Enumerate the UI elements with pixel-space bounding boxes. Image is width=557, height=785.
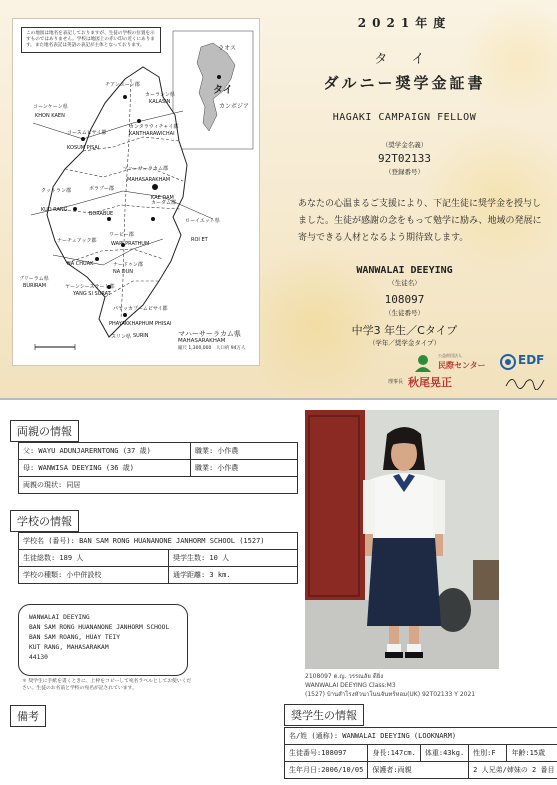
photo-caption-line: WANWALAI DEEYING Class:M3 [305, 682, 396, 689]
address-line: BAN SAM ROANG, HUAY TEIY [29, 634, 120, 641]
father-job-cell: 職業: 小作農 [191, 443, 298, 460]
map-label: ブリーラム県 [19, 276, 49, 282]
parents-table [18, 442, 298, 494]
school-type-cell: 学校の種類: 小中併設校 [19, 567, 169, 584]
certificate-country: タ イ [374, 52, 435, 67]
fellow-name: HAGAKI CAMPAIGN FELLOW [332, 112, 477, 123]
map-label: ナーチュアック郡 [57, 238, 97, 244]
certificate-title: ダルニー奨学金証書 [323, 74, 486, 92]
student-number-label: （生徒番号） [385, 309, 424, 317]
chair-label: 理事長 [388, 379, 404, 385]
map-province-en: MAHASARAKHAM [178, 338, 226, 344]
edf-logo-text: EDF [518, 353, 545, 367]
org-sub: 公益財団法人 [438, 353, 462, 358]
map-label: KALASIN [149, 99, 171, 105]
grade-type-label: （学年／奨学金タイプ） [368, 339, 441, 347]
mother-cell: 母: WANWISA DEEYING (36 歳) [19, 460, 191, 477]
table-row [19, 443, 298, 460]
student-name: WANWALAI DEEYING [356, 265, 453, 276]
map-label: ナードゥン郡 [113, 262, 143, 268]
guardian-cell: 保護者:両親 [368, 762, 469, 779]
table-row [19, 460, 298, 477]
table-row [285, 728, 557, 745]
inset-label-laos: ラオス [218, 45, 236, 52]
map-label: KANTHARAWICHAI [129, 131, 175, 137]
address-line: 44130 [29, 654, 48, 661]
map-label: ローイエット県 [185, 218, 220, 224]
map-label: BURIRAM [23, 283, 47, 289]
table-row [285, 762, 557, 779]
scholar-heading: 奨学生の情報 [284, 704, 364, 726]
certificate-year: 2021年度 [357, 16, 452, 30]
inset-label-thai: タイ [213, 85, 233, 96]
map-label: ROI ET [191, 237, 208, 243]
map-province-label: マハーサーラカム県 [178, 330, 241, 338]
father-cell: 父: WAYU ADUNJARERNTONG (37 歳) [19, 443, 191, 460]
scholar-name-cell: 名/姓 (通称): WANWALAI DEEYING (LOOKNARM) [285, 728, 557, 745]
scholars-cell: 奨学生数: 10 人 [169, 550, 298, 567]
scholarship-name-label: （奨学金名義） [381, 141, 428, 149]
weight-cell: 体重:43kg. [420, 745, 468, 762]
table-row [19, 567, 298, 584]
table-row [285, 745, 557, 762]
map-label: NA DUN [113, 269, 133, 275]
address-line: KUT RANG, MAHASARAKAM [29, 644, 109, 651]
student-name-label: （生徒名） [388, 279, 421, 287]
map-label: ヤーンシースラート郡 [65, 284, 115, 290]
map-label: YANG SI SURAT [73, 291, 111, 297]
registration-label: （登録番号） [385, 168, 424, 176]
student-photo [305, 410, 499, 669]
signature-icon [504, 374, 546, 390]
org-name: 民際センター [438, 361, 486, 370]
map-province-caption [178, 331, 246, 352]
student-number: 108097 [384, 293, 425, 306]
chair-signature: 秋尾晃正 [408, 376, 452, 389]
total-students-cell: 生徒総数: 189 人 [19, 550, 169, 567]
map-label: コースムピサイ郡 [67, 130, 107, 136]
parents-heading: 両親の情報 [10, 420, 79, 442]
district-map [12, 18, 260, 366]
map-label: KOSUM PISAI [67, 145, 100, 151]
photo-caption-line: (1527) บ้านสำโรงหัวนาโนนจันทร์หอม(UK) 92T02133 Y 2021 [305, 691, 476, 698]
inset-label-cambodia: カンボジア [219, 103, 250, 110]
map-label: パヤッカプームピサイ郡 [113, 306, 168, 312]
gender-cell: 性別:F [469, 745, 507, 762]
school-table [18, 532, 298, 584]
photo-caption [305, 672, 545, 699]
table-row [19, 533, 298, 550]
map-label: NA CHUAK [67, 261, 94, 267]
age-cell: 年齢:15歳 [507, 745, 557, 762]
map-label: カンタラウィチャイ郡 [129, 124, 179, 130]
parents-status-cell: 両親の現状: 同居 [19, 477, 298, 494]
map-label: カーラシン県 [145, 92, 175, 98]
table-row [19, 550, 298, 567]
edf-logo-icon [500, 354, 516, 370]
school-name-cell: 学校名 (番号): BAN SAM RONG HUANANONE JANHORM SCHOOL (1527) [19, 533, 298, 550]
address-label[interactable] [18, 604, 188, 676]
grade-type: 中学3 年生／Cタイプ [351, 324, 458, 337]
address-line: WANWALAI DEEYING [29, 614, 90, 621]
table-row [19, 477, 298, 494]
map-scale: 縮尺 1,300,000 人口約 94万人 [178, 346, 246, 351]
birthdate-cell: 生年月日:2006/10/05 [285, 762, 368, 779]
remarks-heading: 備考 [10, 705, 46, 727]
map-label: MAHASARAKHAM [127, 177, 171, 183]
map-label: KHON KAEN [35, 113, 65, 119]
map-label: チアンユーン郡 [105, 82, 140, 88]
scholarship-id: 92T02133 [378, 152, 431, 165]
section-divider [0, 398, 557, 400]
siblings-cell: 2 人兄弟/姉妹の 2 番目 [469, 762, 557, 779]
hands-logo-icon [412, 352, 434, 374]
map-label: クットラン郡 [41, 188, 72, 194]
mother-job-cell: 職業: 小作農 [191, 460, 298, 477]
map-label: WAPI PRATHUM [111, 241, 150, 247]
school-heading: 学校の情報 [10, 510, 79, 532]
map-label: カーダム郡 [151, 200, 177, 206]
map-label: ワーピー郡 [109, 232, 134, 238]
student-photo-drawing [305, 410, 499, 669]
map-label: スリン県 [111, 334, 132, 340]
map-notice: この地図は地名を表記しておりますが、生徒の学校の位置を示すものではありません。学校は地図上の赤い印の近くにあります。また地名表記は英語の表記が主体となっております。 [21, 27, 161, 53]
map-label: BORABUE [89, 211, 114, 217]
scholar-table [284, 727, 557, 779]
photo-caption-line: 2108097 ด.ญ. วรรณลัย ดียิ่ง [305, 673, 384, 680]
distance-cell: 通学距離: 3 km. [169, 567, 298, 584]
map-label: コーンケーン県 [33, 104, 68, 110]
map-label: PHAYAKKHAPHUM PHISAI [109, 321, 172, 327]
map-label: SURIN [133, 333, 149, 339]
certificate-message: あなたの心温まるご支援により、下記生徒に奨学金を授与しました。生徒が感謝の念をもって勉学に励み、地域の発展に寄与できる人材となるよう期待致します。 [298, 199, 542, 243]
address-line: BAN SAM RONG HUANANONE JANHORM SCHOOL [29, 624, 170, 631]
map-label: KAE DAM [151, 195, 174, 201]
map-label: KUD RANG [41, 207, 68, 213]
map-label: ボラブー郡 [89, 186, 114, 192]
address-note: ＊ 奨学生に手紙を書くときに、上枠をコピーして宛名ラベルとしてお使いください。生徒のお名前と学校の宛名が記されています。 [22, 679, 192, 691]
organization-logos [388, 350, 553, 394]
map-label: マハーサーラカム郡 [123, 166, 168, 172]
student-no-cell: 生徒番号:108097 [285, 745, 368, 762]
height-cell: 身長:147cm. [368, 745, 421, 762]
